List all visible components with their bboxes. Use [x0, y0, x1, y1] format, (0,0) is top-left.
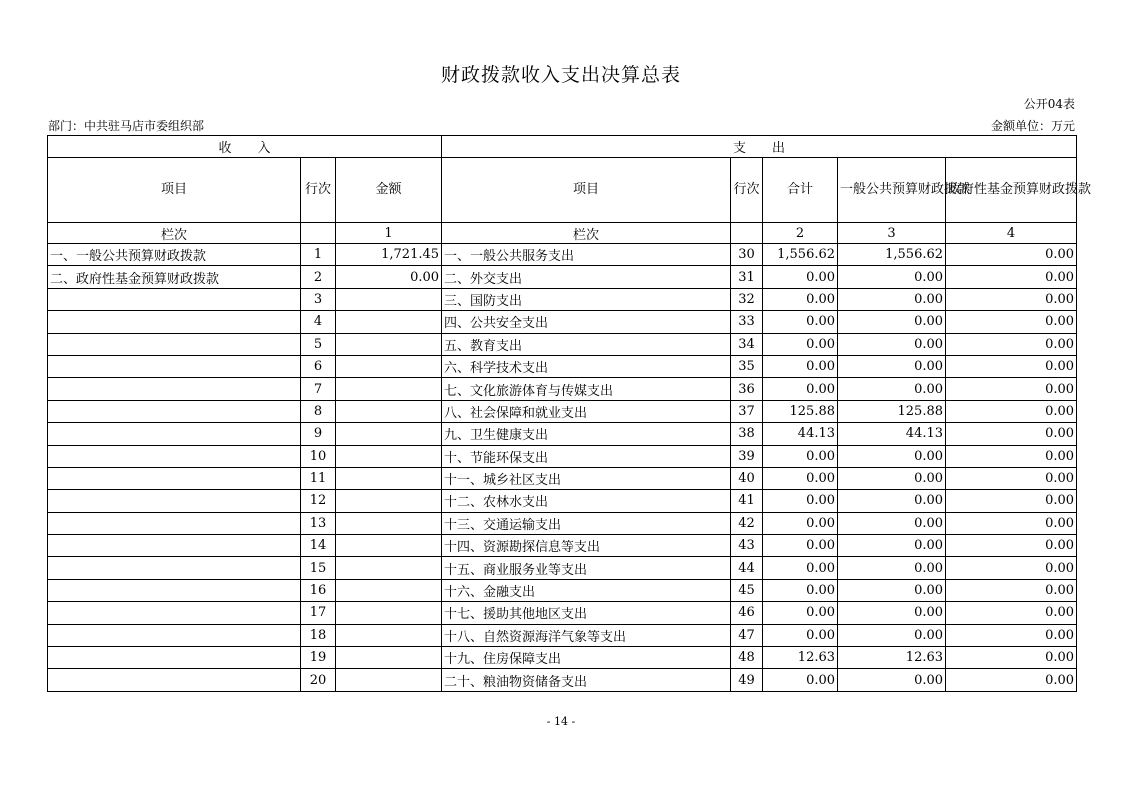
expense-line-cell: 43 [731, 535, 763, 557]
expense-item-cell: 十七、援助其他地区支出 [442, 602, 731, 624]
gov-fund-cell: 0.00 [946, 244, 1077, 266]
column-number-blank [301, 223, 336, 244]
gov-fund-cell: 0.00 [946, 512, 1077, 534]
general-budget-cell: 0.00 [838, 378, 946, 400]
income-line-cell: 10 [301, 445, 336, 467]
total-cell: 0.00 [763, 266, 838, 288]
general-budget-cell: 0.00 [838, 557, 946, 579]
expense-item-cell: 十一、城乡社区支出 [442, 467, 731, 489]
income-item-cell: 二、政府性基金预算财政拨款 [48, 266, 301, 288]
income-amount-cell [336, 579, 442, 601]
expense-item-cell: 一、一般公共服务支出 [442, 244, 731, 266]
general-budget-cell: 0.00 [838, 467, 946, 489]
expense-item-cell: 十三、交通运输支出 [442, 512, 731, 534]
income-line-cell: 19 [301, 647, 336, 669]
income-amount-cell [336, 467, 442, 489]
table-row [48, 624, 1077, 646]
expense-item-cell: 九、卫生健康支出 [442, 423, 731, 445]
gov-fund-cell: 0.00 [946, 311, 1077, 333]
budget-summary-table [47, 135, 1092, 692]
total-cell: 0.00 [763, 355, 838, 377]
income-amount-cell [336, 512, 442, 534]
general-budget-cell: 0.00 [838, 602, 946, 624]
gov-fund-cell: 0.00 [946, 266, 1077, 288]
table-row [48, 378, 1077, 400]
gov-fund-cell: 0.00 [946, 400, 1077, 422]
expense-item-cell: 四、公共安全支出 [442, 311, 731, 333]
total-cell: 44.13 [763, 423, 838, 445]
total-cell: 0.00 [763, 378, 838, 400]
expense-item-cell: 七、文化旅游体育与传媒支出 [442, 378, 731, 400]
income-item-cell [48, 647, 301, 669]
income-line-cell: 16 [301, 579, 336, 601]
expense-item-cell: 八、社会保障和就业支出 [442, 400, 731, 422]
expense-line-cell: 39 [731, 445, 763, 467]
general-budget-cell: 0.00 [838, 445, 946, 467]
expense-line-cell: 48 [731, 647, 763, 669]
income-amount-cell [336, 647, 442, 669]
section-header-row [48, 136, 1077, 158]
total-cell: 0.00 [763, 624, 838, 646]
gov-fund-cell: 0.00 [946, 647, 1077, 669]
income-amount-cell [336, 445, 442, 467]
income-amount-cell: 1,721.45 [336, 244, 442, 266]
expense-item-cell: 十五、商业服务业等支出 [442, 557, 731, 579]
column-number-row [48, 223, 1077, 244]
expense-line-cell: 47 [731, 624, 763, 646]
expense-line-cell: 46 [731, 602, 763, 624]
expense-line-cell: 42 [731, 512, 763, 534]
income-amount-cell [336, 557, 442, 579]
expense-item-cell: 五、教育支出 [442, 333, 731, 355]
income-line-cell: 17 [301, 602, 336, 624]
column-label-left: 栏次 [48, 223, 301, 244]
income-item-cell [48, 624, 301, 646]
table-row [48, 535, 1077, 557]
income-line-cell: 8 [301, 400, 336, 422]
general-budget-cell: 0.00 [838, 288, 946, 310]
column-number-4: 4 [946, 223, 1077, 244]
income-item-cell [48, 288, 301, 310]
income-line-cell: 11 [301, 467, 336, 489]
table-row [48, 669, 1077, 691]
gov-fund-header: 政府性基金预算财政拨款 [946, 158, 1077, 223]
income-item-cell [48, 445, 301, 467]
page-title: 财政拨款收入支出决算总表 [440, 64, 681, 86]
income-amount-cell [336, 602, 442, 624]
income-line-cell: 9 [301, 423, 336, 445]
income-item-cell [48, 602, 301, 624]
income-amount-cell [336, 624, 442, 646]
income-amount-cell [336, 311, 442, 333]
table-row [48, 602, 1077, 624]
total-cell: 0.00 [763, 669, 838, 691]
table-row [48, 288, 1077, 310]
expense-item-cell: 二十、粮油物资储备支出 [442, 669, 731, 691]
income-line-cell: 18 [301, 624, 336, 646]
table-row [48, 311, 1077, 333]
column-number-2: 2 [763, 223, 838, 244]
expense-item-cell: 十六、金融支出 [442, 579, 731, 601]
income-item-header: 项目 [48, 158, 301, 223]
expense-line-cell: 33 [731, 311, 763, 333]
expense-line-cell: 41 [731, 490, 763, 512]
income-line-cell: 2 [301, 266, 336, 288]
income-item-cell [48, 579, 301, 601]
income-line-cell: 20 [301, 669, 336, 691]
gov-fund-cell: 0.00 [946, 535, 1077, 557]
total-cell: 0.00 [763, 288, 838, 310]
total-cell: 125.88 [763, 400, 838, 422]
income-amount-cell [336, 333, 442, 355]
expense-line-cell: 49 [731, 669, 763, 691]
income-item-cell [48, 378, 301, 400]
expense-line-cell: 45 [731, 579, 763, 601]
income-line-cell: 14 [301, 535, 336, 557]
income-line-cell: 15 [301, 557, 336, 579]
expense-item-cell: 六、科学技术支出 [442, 355, 731, 377]
table-row [48, 647, 1077, 669]
gov-fund-cell: 0.00 [946, 423, 1077, 445]
expense-line-cell: 30 [731, 244, 763, 266]
gov-fund-cell: 0.00 [946, 579, 1077, 601]
income-line-cell: 4 [301, 311, 336, 333]
income-line-cell: 12 [301, 490, 336, 512]
income-line-cell: 5 [301, 333, 336, 355]
income-amount-cell [336, 669, 442, 691]
gov-fund-cell: 0.00 [946, 333, 1077, 355]
column-number-3: 3 [838, 223, 946, 244]
expense-line-cell: 38 [731, 423, 763, 445]
expense-item-cell: 十四、资源勘探信息等支出 [442, 535, 731, 557]
table-row [48, 557, 1077, 579]
expense-item-cell: 十、节能环保支出 [442, 445, 731, 467]
total-cell: 0.00 [763, 490, 838, 512]
table-row [48, 333, 1077, 355]
expense-item-cell: 十二、农林水支出 [442, 490, 731, 512]
table-row [48, 445, 1077, 467]
income-item-cell [48, 557, 301, 579]
total-cell: 0.00 [763, 602, 838, 624]
total-cell: 0.00 [763, 535, 838, 557]
expense-item-cell: 二、外交支出 [442, 266, 731, 288]
column-label-right: 栏次 [442, 223, 731, 244]
general-budget-cell: 125.88 [838, 400, 946, 422]
income-item-cell [48, 333, 301, 355]
income-amount-cell [336, 490, 442, 512]
income-item-cell [48, 311, 301, 333]
income-item-cell [48, 490, 301, 512]
form-number: 公开04表 [1023, 97, 1075, 111]
table-row [48, 423, 1077, 445]
income-item-cell: 一、一般公共预算财政拨款 [48, 244, 301, 266]
table-row [48, 244, 1077, 266]
general-budget-cell: 0.00 [838, 355, 946, 377]
expense-item-cell: 三、国防支出 [442, 288, 731, 310]
income-line-header: 行次 [301, 158, 336, 223]
table-row [48, 579, 1077, 601]
income-amount-cell [336, 535, 442, 557]
income-amount-cell [336, 400, 442, 422]
amount-unit-label: 金额单位：万元 [990, 119, 1075, 133]
table-row [48, 400, 1077, 422]
gov-fund-cell: 0.00 [946, 557, 1077, 579]
total-cell: 0.00 [763, 311, 838, 333]
total-cell: 1,556.62 [763, 244, 838, 266]
gov-fund-cell: 0.00 [946, 602, 1077, 624]
expense-item-header: 项目 [442, 158, 731, 223]
general-budget-cell: 0.00 [838, 512, 946, 534]
general-budget-cell: 12.63 [838, 647, 946, 669]
expense-line-cell: 40 [731, 467, 763, 489]
expense-line-cell: 36 [731, 378, 763, 400]
income-amount-cell [336, 288, 442, 310]
income-item-cell [48, 467, 301, 489]
general-budget-cell: 0.00 [838, 266, 946, 288]
table-row [48, 467, 1077, 489]
general-budget-header: 一般公共预算财政拨款 [838, 158, 946, 223]
general-budget-cell: 0.00 [838, 535, 946, 557]
expense-item-cell: 十八、自然资源海洋气象等支出 [442, 624, 731, 646]
income-item-cell [48, 355, 301, 377]
income-item-cell [48, 535, 301, 557]
gov-fund-cell: 0.00 [946, 288, 1077, 310]
expense-line-cell: 44 [731, 557, 763, 579]
total-cell: 0.00 [763, 512, 838, 534]
general-budget-cell: 0.00 [838, 579, 946, 601]
income-item-cell [48, 669, 301, 691]
income-item-cell [48, 512, 301, 534]
expense-line-header: 行次 [731, 158, 763, 223]
total-cell: 0.00 [763, 579, 838, 601]
income-amount-header: 金额 [336, 158, 442, 223]
expense-line-cell: 31 [731, 266, 763, 288]
table-row [48, 512, 1077, 534]
income-amount-cell: 0.00 [336, 266, 442, 288]
general-budget-cell: 0.00 [838, 624, 946, 646]
income-line-cell: 13 [301, 512, 336, 534]
income-amount-cell [336, 355, 442, 377]
expense-section-header: 支 出 [442, 136, 1077, 158]
page-number: - 14 - [546, 715, 576, 728]
income-line-cell: 7 [301, 378, 336, 400]
general-budget-cell: 1,556.62 [838, 244, 946, 266]
column-number-blank [731, 223, 763, 244]
department-label: 部门：中共驻马店市委组织部 [48, 119, 205, 133]
total-cell: 0.00 [763, 333, 838, 355]
gov-fund-cell: 0.00 [946, 624, 1077, 646]
gov-fund-cell: 0.00 [946, 378, 1077, 400]
expense-line-cell: 34 [731, 333, 763, 355]
income-line-cell: 3 [301, 288, 336, 310]
income-line-cell: 1 [301, 244, 336, 266]
expense-line-cell: 37 [731, 400, 763, 422]
total-cell: 0.00 [763, 445, 838, 467]
table-row [48, 355, 1077, 377]
column-header-row [48, 158, 1077, 223]
expense-item-cell: 十九、住房保障支出 [442, 647, 731, 669]
table-row [48, 490, 1077, 512]
income-amount-cell [336, 378, 442, 400]
column-number-1: 1 [336, 223, 442, 244]
gov-fund-cell: 0.00 [946, 467, 1077, 489]
expense-line-cell: 32 [731, 288, 763, 310]
gov-fund-cell: 0.00 [946, 490, 1077, 512]
total-cell: 12.63 [763, 647, 838, 669]
gov-fund-cell: 0.00 [946, 355, 1077, 377]
gov-fund-cell: 0.00 [946, 669, 1077, 691]
gov-fund-cell: 0.00 [946, 445, 1077, 467]
total-cell: 0.00 [763, 557, 838, 579]
general-budget-cell: 0.00 [838, 333, 946, 355]
general-budget-cell: 0.00 [838, 490, 946, 512]
income-line-cell: 6 [301, 355, 336, 377]
income-item-cell [48, 423, 301, 445]
table-row [48, 266, 1077, 288]
income-item-cell [48, 400, 301, 422]
general-budget-cell: 0.00 [838, 669, 946, 691]
total-header: 合计 [763, 158, 838, 223]
general-budget-cell: 44.13 [838, 423, 946, 445]
income-section-header: 收 入 [48, 136, 442, 158]
total-cell: 0.00 [763, 467, 838, 489]
general-budget-cell: 0.00 [838, 311, 946, 333]
income-amount-cell [336, 423, 442, 445]
expense-line-cell: 35 [731, 355, 763, 377]
